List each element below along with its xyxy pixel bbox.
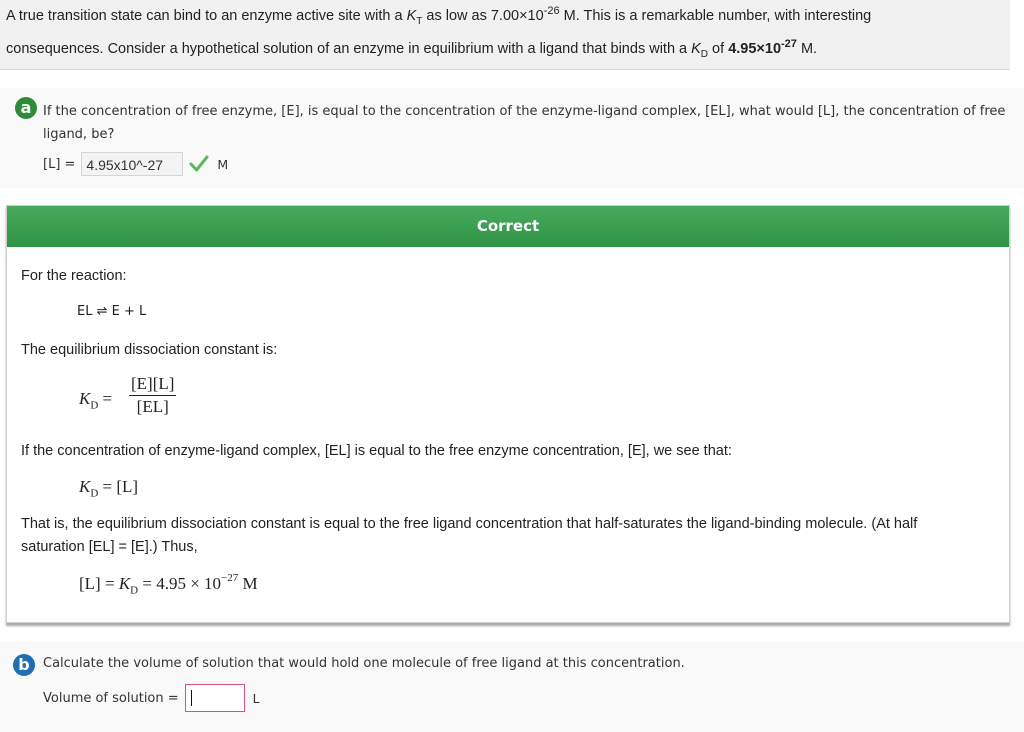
feedback-header: Correct [7, 206, 1009, 247]
part-a-question: If the concentration of free enzyme, [E], is equal to the concentration of the enzyme-ligand complex, [EL], what would [L], the concentration of free ligand, be? [43, 104, 1006, 142]
part-b-answer-row [43, 684, 260, 712]
problem-line-2: consequences. Consider a hypothetical solution of an enzyme in equilibrium with a ligand that binds with a $K_D$ of $4.95\times 10^{-27}$ M. [6, 38, 818, 60]
fraction-denominator: [EL] [136, 397, 169, 416]
equilibrium-constant-text: The equilibrium dissociation constant is: [21, 342, 278, 358]
fraction-numerator: [E][L] [131, 374, 175, 393]
part-a-answer-label: [L] = [43, 156, 76, 172]
part-a-badge: a [15, 97, 37, 119]
problem-line-1: A true transition state can bind to an enzyme active site with a $K_T$ as low as $7.00\times 10^{-26}$ M. This is a remarkable number, with interesting [6, 5, 872, 27]
part-b-badge: b [13, 654, 35, 676]
fraction-bar [129, 395, 176, 396]
reaction-equation: EL ⇌ E + L [77, 304, 147, 319]
part-b-unit: L [252, 690, 260, 706]
final-result-equation: $[L] = K_D = 4.95 \times 10^{-27}$ M [79, 572, 258, 597]
volume-input[interactable] [185, 684, 245, 712]
part-b-question: Calculate the volume of solution that would hold one molecule of free ligand at this concentration. [43, 656, 685, 671]
that-is-line-2: saturation [EL] = [E].) Thus, [21, 539, 198, 555]
kd-definition-lhs: $K_D$ = [79, 389, 113, 412]
part-a-unit: M [217, 156, 229, 172]
problem-statement [0, 0, 1010, 70]
for-reaction-text: For the reaction: [21, 268, 127, 284]
that-is-line-1: That is, the equilibrium dissociation constant is equal to the free ligand concentration that half-saturates the ligand-binding molecule. (At half [21, 516, 918, 532]
part-b-answer-label: Volume of solution = [43, 690, 179, 706]
kd-fraction [129, 374, 176, 417]
check-icon [189, 155, 209, 173]
if-concentration-text: If the concentration of enzyme-ligand complex, [EL] is equal to the free enzyme concentration, [E], we see that: [21, 443, 732, 459]
part-a-answer-row [43, 151, 228, 177]
feedback-panel [6, 205, 1010, 623]
text-cursor [191, 690, 193, 706]
kd-equals-l: $K_D = [L]$ [79, 477, 139, 500]
part-a-answer-field[interactable]: 4.95x10^-27 [81, 152, 183, 176]
